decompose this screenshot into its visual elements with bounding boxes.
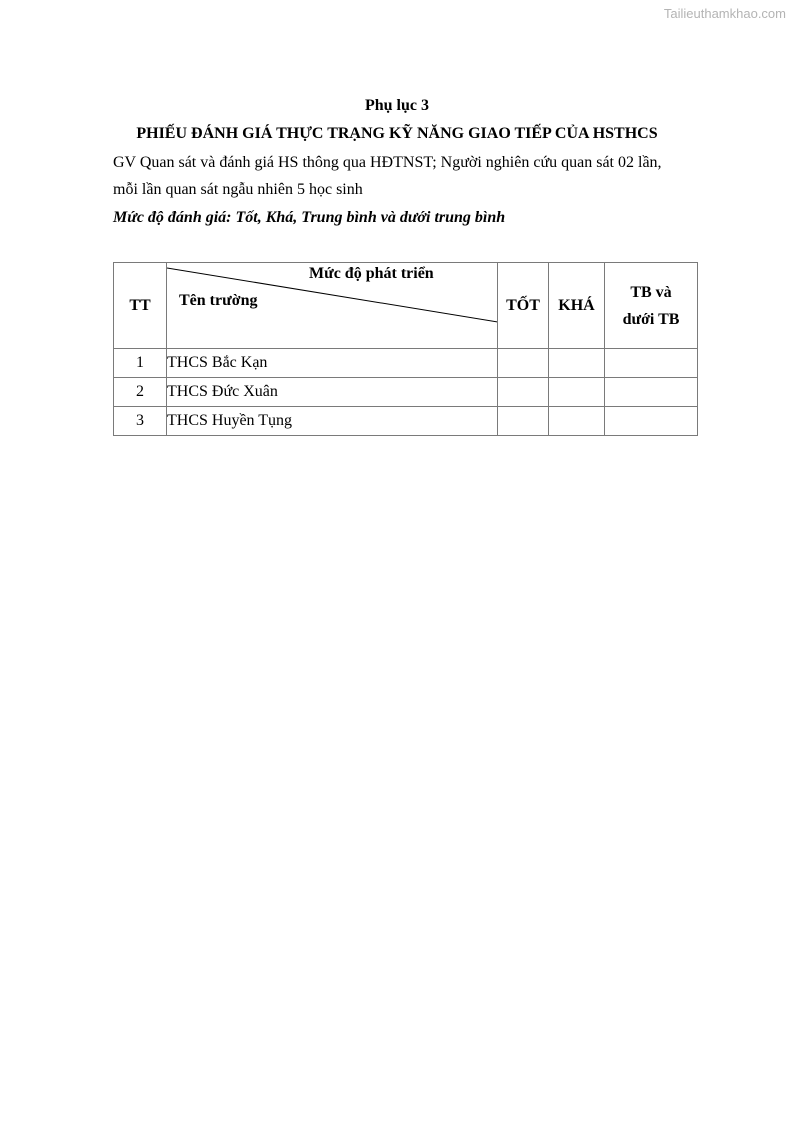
- row-kha: [549, 407, 605, 436]
- header-tot: TỐT: [498, 263, 549, 349]
- watermark: Tailieuthamkhao.com: [663, 6, 786, 21]
- row-tt: 2: [114, 378, 167, 407]
- header-development-level: Mức độ phát triển: [309, 265, 434, 282]
- row-tb: [605, 378, 698, 407]
- row-school-name: THCS Bắc Kạn: [167, 349, 498, 378]
- row-kha: [549, 349, 605, 378]
- row-tt: 3: [114, 407, 167, 436]
- row-tot: [498, 407, 549, 436]
- row-school-name: THCS Huyền Tụng: [167, 407, 498, 436]
- table-row: [114, 407, 698, 436]
- diagonal-header: [167, 263, 497, 348]
- row-school-name: THCS Đức Xuân: [167, 378, 498, 407]
- header-kha: KHÁ: [549, 263, 605, 349]
- header-school-name: Tên trường: [179, 292, 258, 309]
- description-line-2: mỗi lần quan sát ngẫu nhiên 5 học sinh: [113, 181, 363, 198]
- description-line-1: GV Quan sát và đánh giá HS thông qua HĐTNST; Người nghiên cứu quan sát 02 lần,: [113, 154, 662, 171]
- table-row: [114, 378, 698, 407]
- header-tb-line1: TB và: [630, 283, 672, 301]
- table-header-row: [114, 263, 698, 349]
- row-kha: [549, 378, 605, 407]
- header-tt: TT: [114, 263, 167, 349]
- form-title: PHIẾU ĐÁNH GIÁ THỰC TRẠNG KỸ NĂNG GIAO TIẾP CỦA HSTHCS: [136, 125, 658, 142]
- rating-levels: Mức độ đánh giá: Tốt, Khá, Trung bình và dưới trung bình: [113, 209, 506, 226]
- evaluation-table: [113, 262, 698, 436]
- header-tb: [605, 263, 698, 349]
- row-tt: 1: [114, 349, 167, 378]
- header-tb-line2: dưới TB: [622, 310, 680, 328]
- row-tb: [605, 349, 698, 378]
- header-diagonal-cell: [167, 263, 498, 349]
- row-tot: [498, 378, 549, 407]
- row-tot: [498, 349, 549, 378]
- table-row: [114, 349, 698, 378]
- row-tb: [605, 407, 698, 436]
- appendix-title: Phụ lục 3: [364, 97, 429, 114]
